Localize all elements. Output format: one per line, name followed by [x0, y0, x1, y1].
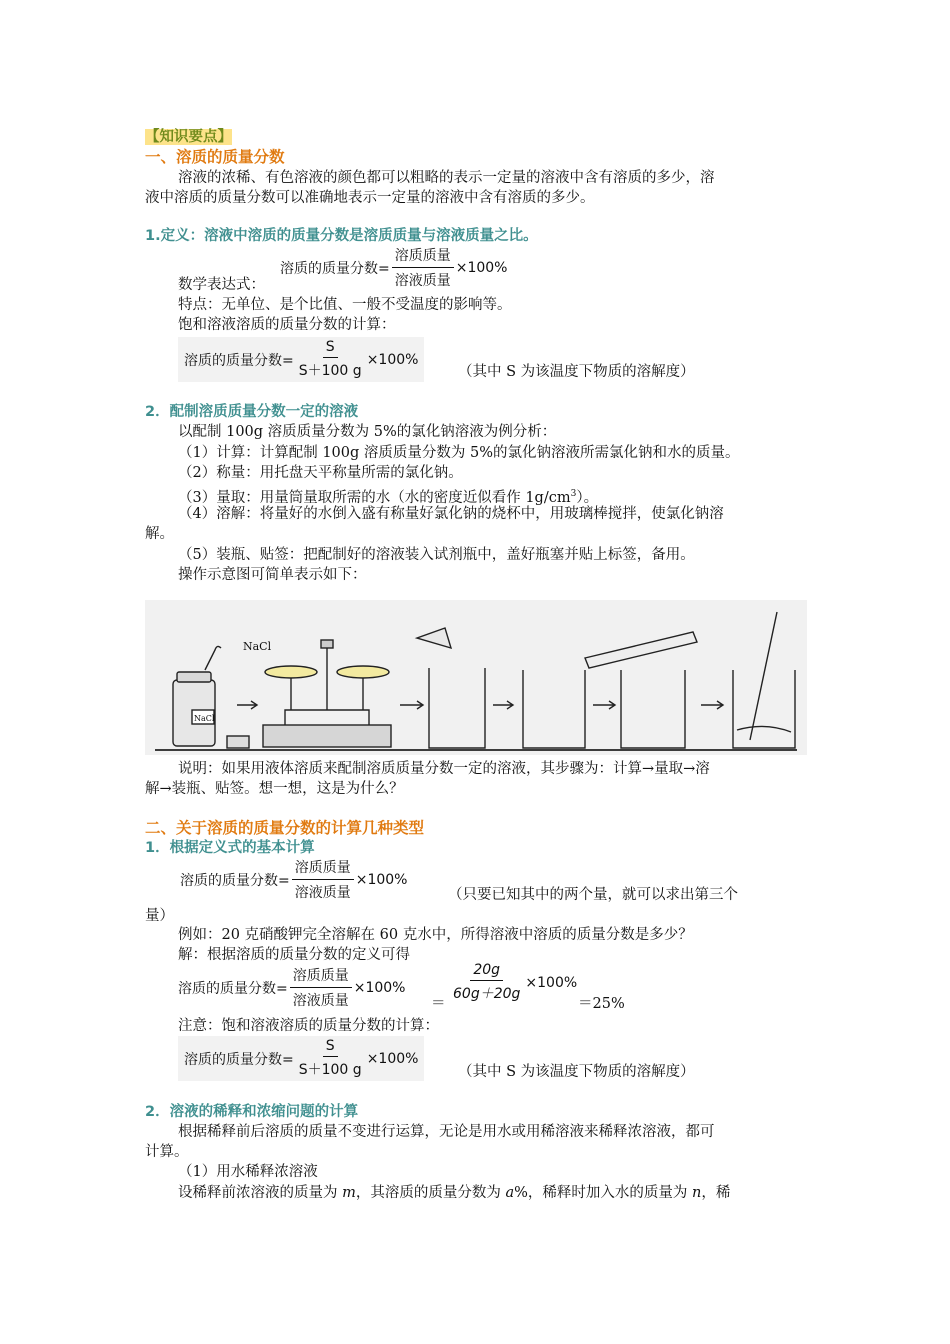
- var-m: m: [342, 1185, 356, 1201]
- step-4-line-1: （4）溶解：将量好的水倒入盛有称量好氯化钠的烧杯中，用玻璃棒搅拌，使氯化钠溶: [178, 506, 724, 522]
- operation-diagram: [145, 600, 807, 755]
- fraction-numerator: 溶质质量: [292, 857, 354, 880]
- label-nacl: NaCl: [243, 640, 272, 653]
- label-jar: NaCl: [194, 714, 215, 723]
- beaker-2: [523, 670, 585, 748]
- dilution-case-1: （1）用水稀释浓溶液: [178, 1164, 318, 1180]
- fraction-denominator: 溶液质量: [294, 885, 351, 901]
- formula-definition: [280, 245, 508, 290]
- spatula: [205, 646, 221, 670]
- fraction-denominator: S＋100 g: [298, 1062, 362, 1078]
- formula-tail: ×100%: [353, 979, 406, 996]
- equals-sign-1: ＝: [431, 996, 446, 1012]
- dilution-setup-d: ，稀: [701, 1185, 731, 1201]
- fraction-denominator: 60g＋20g: [453, 986, 521, 1002]
- solubility-note-2: （其中 S 为该温度下物质的溶解度）: [458, 1064, 695, 1080]
- var-n: n: [692, 1185, 702, 1201]
- basic-note-line-1: （只要已知其中的两个量，就可以求出第三个: [448, 887, 738, 903]
- formula-lhs: 溶质的质量分数=: [184, 352, 294, 369]
- solubility-note: （其中 S 为该温度下物质的溶解度）: [458, 364, 695, 380]
- step-3-end: ）。: [576, 489, 599, 506]
- beaker-4: [733, 670, 795, 748]
- arrow-1: [237, 701, 257, 709]
- preparation-intro: 以配制 100g 溶质质量分数为 5%的氯化钠溶液为例分析：: [178, 424, 557, 440]
- formula-fraction: [296, 1038, 365, 1079]
- step-3-superscript: 3: [570, 489, 577, 499]
- balance-body: [285, 710, 369, 725]
- formula-tail: ×100%: [355, 871, 408, 888]
- formula-tail: ×100%: [455, 259, 508, 276]
- intro-line-1: 溶液的浓稀、有色溶液的颜色都可以粗略的表示一定量的溶液中含有溶质的多少，溶: [178, 170, 715, 186]
- dilution-setup: [178, 1183, 730, 1203]
- formula-lhs: 溶质的质量分数=: [280, 260, 390, 277]
- arrow-5: [701, 701, 723, 709]
- section-1-title: 一、溶质的质量分数: [145, 148, 285, 166]
- definition-title: 1.定义：溶液中溶质的质量分数是溶质质量与溶液质量之比。: [145, 228, 538, 244]
- dilution-setup-a: 设稀释前浓溶液的质量为: [178, 1185, 343, 1201]
- result-text: ＝25%: [578, 996, 625, 1012]
- dilution-setup-b: ，其溶质的质量分数为: [355, 1185, 506, 1201]
- basic-calc-title: 1．根据定义式的基本计算: [145, 840, 315, 856]
- basic-note-line-2: 量）: [145, 908, 174, 924]
- formula-basic: [180, 857, 408, 902]
- formula-numeric: [448, 962, 577, 1003]
- left-pan: [265, 666, 317, 678]
- preparation-title: 2．配制溶质质量分数一定的溶液: [145, 404, 359, 420]
- dilution-title: 2．溶液的稀释和浓缩问题的计算: [145, 1104, 359, 1120]
- formula-fraction: [392, 245, 454, 290]
- dilution-setup-c: %，稀释时加入水的质量为: [514, 1185, 693, 1201]
- math-expression-label: 数学表达式：: [178, 277, 265, 293]
- formula-lhs: 溶质的质量分数=: [180, 872, 290, 889]
- step-2: （2）称量：用托盘天平称量所需的氯化钠。: [178, 465, 463, 481]
- fraction-numerator: 溶质质量: [392, 245, 454, 268]
- formula-solution: [178, 965, 406, 1010]
- formula-fraction: [450, 962, 523, 1003]
- formula-lhs: 溶质的质量分数=: [184, 1051, 294, 1068]
- feature-text: 特点：无单位、是个比值、一般不受温度的影响等。: [178, 297, 512, 313]
- solution-text: 解：根据溶质的质量分数的定义可得: [178, 947, 410, 963]
- fraction-denominator: S＋100 g: [298, 363, 362, 379]
- jar-neck: [177, 672, 211, 682]
- section-label-text: 【知识要点】: [145, 129, 232, 145]
- step-1: （1）计算：计算配制 100g 溶质质量分数为 5%的氯化钠溶液所需氯化钠和水的质量。: [178, 445, 740, 461]
- beaker-1: [429, 668, 485, 748]
- explain-line-2: 解→装瓶、贴签。想一想，这是为什么？: [145, 781, 404, 797]
- formula-saturated: [178, 337, 424, 382]
- weight-block: [227, 736, 249, 748]
- formula-tail: ×100%: [366, 1050, 419, 1067]
- arrow-4: [593, 701, 615, 709]
- formula-lhs: 溶质的质量分数=: [178, 980, 288, 997]
- saturated-text: 饱和溶液溶质的质量分数的计算：: [178, 317, 396, 333]
- step-3-text: （3）量取：用量筒量取所需的水（水的密度近似看作 1g/cm: [178, 489, 571, 506]
- balance-pointer: [321, 640, 333, 648]
- measuring-cylinder: [585, 632, 697, 668]
- weighing-paper: [417, 628, 451, 648]
- intro-line-2: 液中溶质的质量分数可以准确地表示一定量的溶液中含有溶质的多少。: [145, 190, 595, 206]
- balance-base: [263, 725, 391, 747]
- operation-diagram-svg: [145, 600, 807, 755]
- solution-surface: [737, 726, 791, 732]
- step-4-line-2: 解。: [145, 526, 174, 542]
- arrow-2: [400, 701, 423, 709]
- right-pan: [337, 666, 389, 678]
- section-label: [145, 127, 232, 147]
- saturated-note: 注意：饱和溶液溶质的质量分数的计算：: [178, 1018, 439, 1034]
- var-a: a: [505, 1185, 515, 1201]
- fraction-numerator: 溶质质量: [290, 965, 352, 988]
- fraction-numerator: 20g: [470, 962, 503, 981]
- explain-line-1: 说明：如果用液体溶质来配制溶质质量分数一定的溶液，其步骤为：计算→量取→溶: [178, 761, 710, 777]
- dilution-line-2: 计算。: [145, 1144, 189, 1160]
- formula-fraction: [292, 857, 354, 902]
- formula-saturated-2: [178, 1036, 424, 1081]
- fraction-numerator: S: [323, 1038, 338, 1057]
- section-2-title: 二、关于溶质的质量分数的计算几种类型: [145, 819, 425, 837]
- example-text: 例如：20 克硝酸钾完全溶解在 60 克水中，所得溶液中溶质的质量分数是多少？: [178, 927, 693, 943]
- step-5: （5）装瓶、贴签：把配制好的溶液装入试剂瓶中，盖好瓶塞并贴上标签，备用。: [178, 547, 695, 563]
- formula-tail: ×100%: [366, 351, 419, 368]
- formula-tail: ×100%: [525, 974, 578, 991]
- glass-rod: [750, 612, 777, 740]
- formula-fraction: [290, 965, 352, 1010]
- diagram-intro: 操作示意图可简单表示如下：: [178, 567, 367, 583]
- dilution-line-1: 根据稀释前后溶质的质量不变进行运算，无论是用水或用稀溶液来稀释浓溶液，都可: [178, 1124, 715, 1140]
- fraction-denominator: 溶液质量: [292, 993, 349, 1009]
- arrow-3: [493, 701, 513, 709]
- beaker-3: [621, 670, 685, 748]
- fraction-denominator: 溶液质量: [394, 273, 451, 289]
- fraction-numerator: S: [323, 339, 338, 358]
- formula-fraction: [296, 339, 365, 380]
